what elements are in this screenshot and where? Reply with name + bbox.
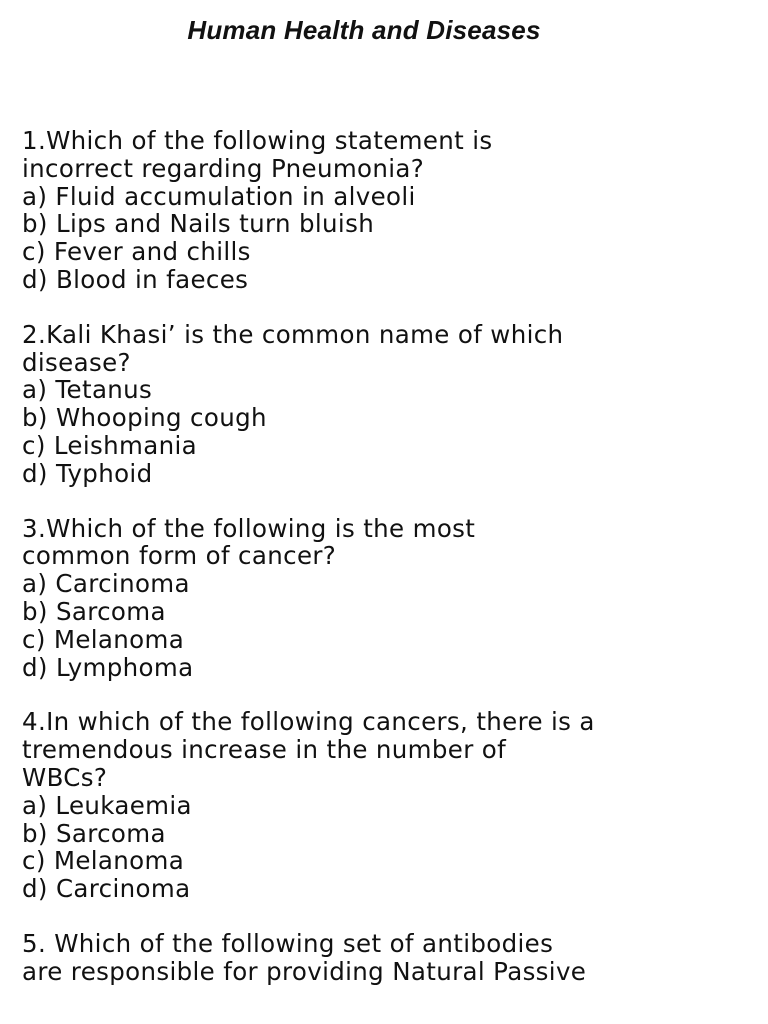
answer-option: c) Melanoma bbox=[22, 846, 185, 876]
answer-options bbox=[22, 183, 762, 294]
answer-option: c) Melanoma bbox=[22, 624, 185, 654]
answer-option: c) Fever and chills bbox=[22, 237, 251, 267]
answer-option: b) Whooping cough bbox=[22, 403, 267, 433]
question-text-line: incorrect regarding Pneumonia? bbox=[22, 153, 425, 183]
question-3 bbox=[22, 515, 762, 682]
answer-option: b) Sarcoma bbox=[22, 596, 166, 626]
question-list bbox=[22, 127, 762, 1013]
answer-option: d) Carcinoma bbox=[22, 874, 191, 904]
question-text-line: disease? bbox=[22, 347, 131, 377]
question-text-line: are responsible for providing Natural Passive bbox=[22, 956, 587, 986]
question-text-line: 1.Which of the following statement is bbox=[22, 126, 493, 155]
answer-option: a) Leukaemia bbox=[22, 790, 192, 820]
answer-options bbox=[22, 570, 762, 681]
answer-option: a) Fluid accumulation in alveoli bbox=[22, 181, 416, 211]
answer-options bbox=[22, 376, 762, 487]
answer-option: d) Lymphoma bbox=[22, 652, 194, 682]
answer-option: d) Typhoid bbox=[22, 458, 153, 488]
question-text-line: 5. Which of the following set of antibodies bbox=[22, 928, 554, 958]
question-text-line: tremendous increase in the number of bbox=[22, 735, 507, 765]
question-text-line: WBCs? bbox=[22, 762, 108, 792]
answer-option: d) Blood in faeces bbox=[22, 264, 249, 294]
answer-option: c) Leishmania bbox=[22, 430, 197, 460]
question-text-line: 2.Kali Khasi’ is the common name of which bbox=[22, 319, 564, 349]
answer-option: b) Sarcoma bbox=[22, 818, 166, 848]
question-4 bbox=[22, 708, 762, 903]
answer-option: a) Carcinoma bbox=[22, 569, 190, 599]
question-text-line: 3.Which of the following is the most bbox=[22, 513, 476, 543]
page-title: Human Health and Diseases bbox=[187, 15, 541, 45]
question-text-line: common form of cancer? bbox=[22, 541, 337, 571]
answer-option: b) Lips and Nails turn bluish bbox=[22, 209, 375, 239]
question-2 bbox=[22, 321, 762, 488]
answer-options bbox=[22, 792, 762, 903]
question-1 bbox=[22, 127, 762, 294]
question-text-line: 4.In which of the following cancers, there is a bbox=[22, 707, 595, 737]
question-5 bbox=[22, 930, 762, 986]
answer-option: a) Tetanus bbox=[22, 375, 153, 405]
